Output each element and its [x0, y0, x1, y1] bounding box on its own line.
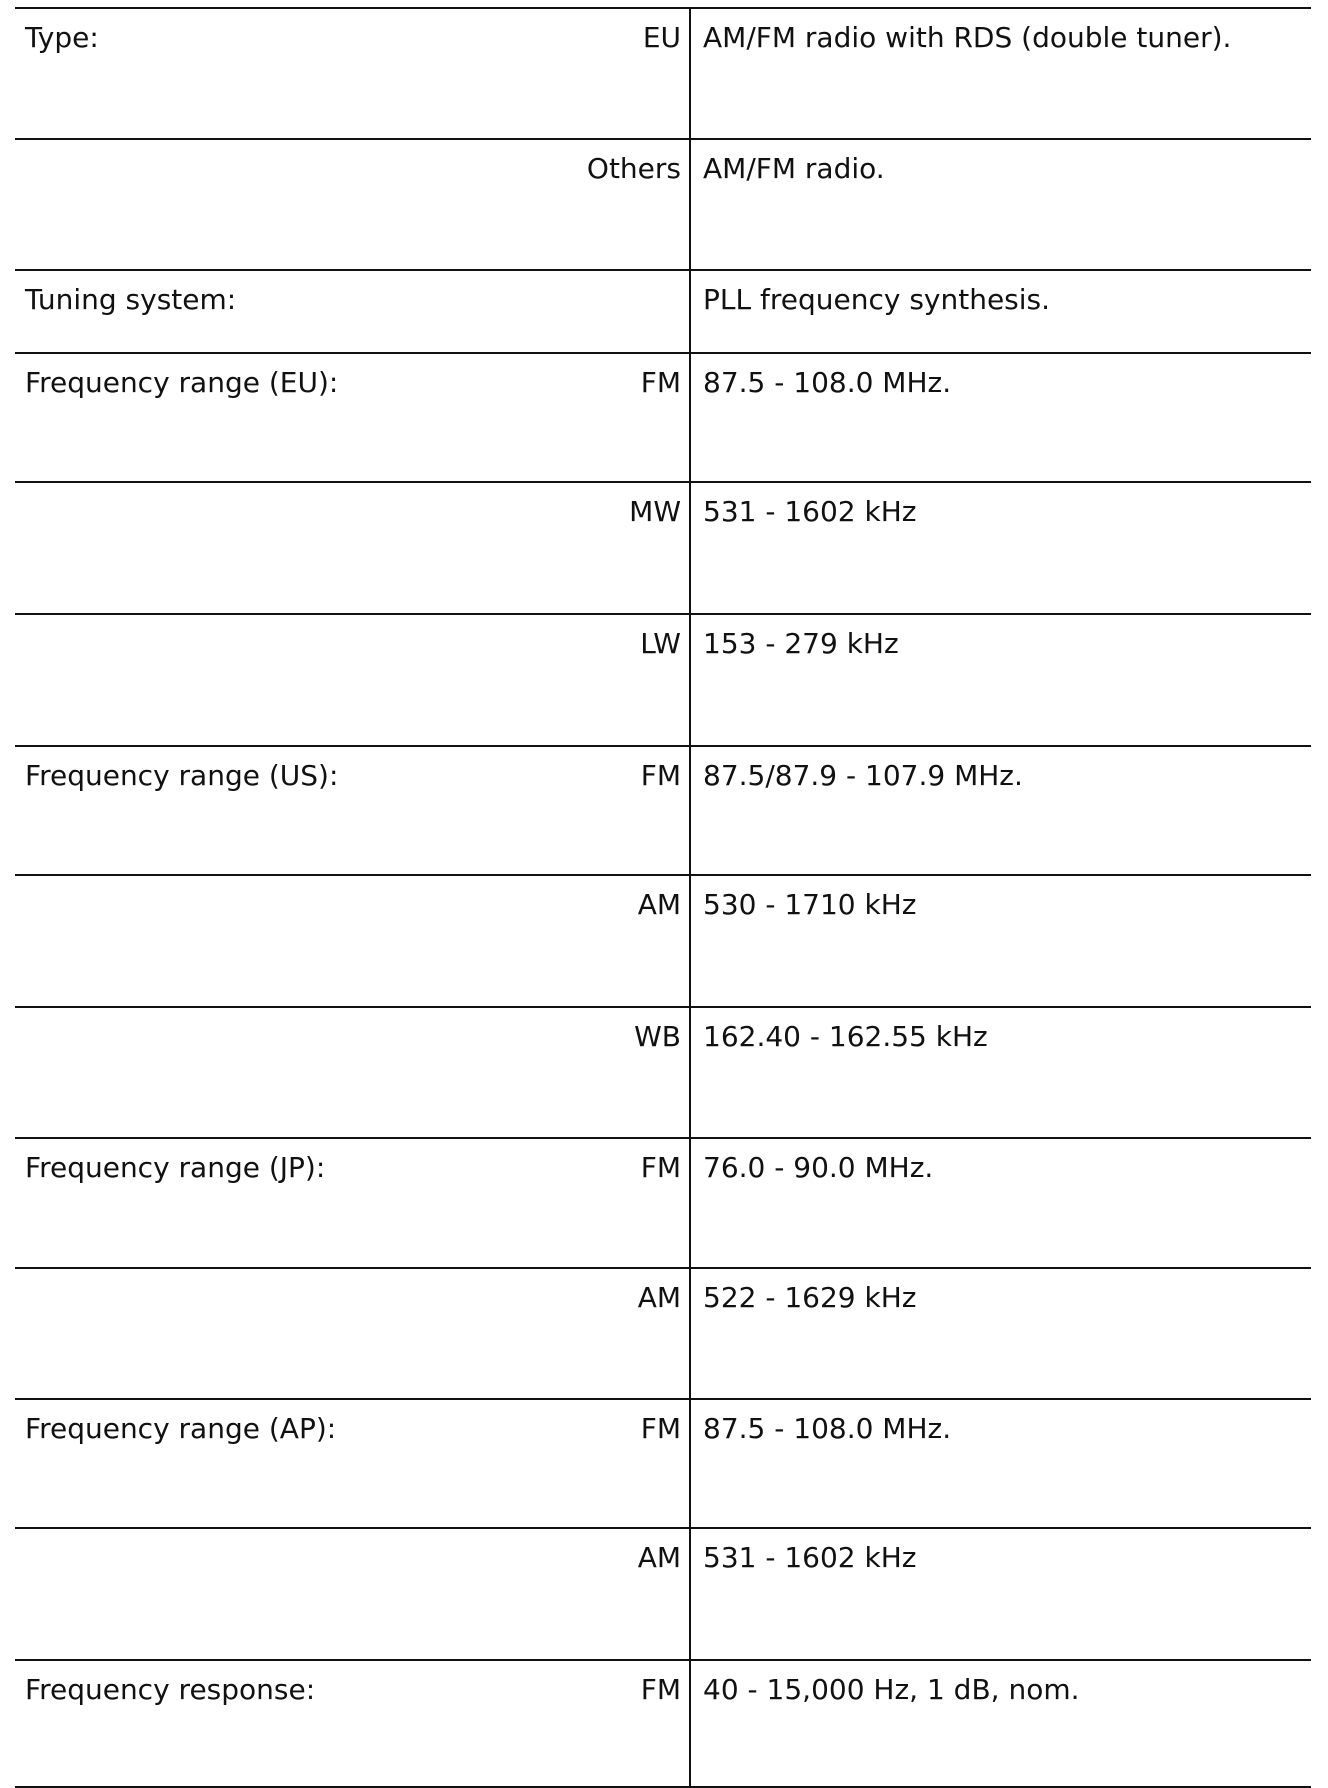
spec-row-us-wb — [15, 1007, 1311, 1138]
spec-sub-label: FM — [395, 1399, 690, 1528]
spec-sub-label: WB — [395, 1007, 690, 1138]
spec-value: PLL frequency synthesis. — [690, 270, 1311, 353]
spec-label — [15, 482, 395, 614]
spec-sub-label: EU — [395, 8, 690, 139]
spec-sub-label: MW — [395, 482, 690, 614]
spec-row-ap-fm — [15, 1399, 1311, 1528]
spec-sub-label — [395, 270, 690, 353]
spec-label: Frequency range (JP): — [15, 1138, 395, 1268]
spec-row-eu-mw — [15, 482, 1311, 614]
spec-value: 162.40 - 162.55 kHz — [690, 1007, 1311, 1138]
spec-value: AM/FM radio with RDS (double tuner). — [690, 8, 1311, 139]
spec-row-us-fm — [15, 746, 1311, 875]
spec-label: Type: — [15, 8, 395, 139]
spec-row-jp-fm — [15, 1138, 1311, 1268]
spec-row-us-am — [15, 875, 1311, 1007]
spec-sub-label: AM — [395, 1528, 690, 1660]
spec-sub-label: AM — [395, 875, 690, 1007]
spec-sub-label: FM — [395, 1660, 690, 1787]
spec-value: 87.5/87.9 - 107.9 MHz. — [690, 746, 1311, 875]
spec-value: 87.5 - 108.0 MHz. — [690, 1399, 1311, 1528]
spec-label: Frequency range (EU): — [15, 353, 395, 482]
spec-value: 531 - 1602 kHz — [690, 1528, 1311, 1660]
spec-row-frequency-response — [15, 1660, 1311, 1787]
spec-value: 76.0 - 90.0 MHz. — [690, 1138, 1311, 1268]
spec-label: Frequency range (AP): — [15, 1399, 395, 1528]
spec-value: 87.5 - 108.0 MHz. — [690, 353, 1311, 482]
spec-row-eu-lw — [15, 614, 1311, 746]
spec-sub-label: Others — [395, 139, 690, 270]
spec-label — [15, 875, 395, 1007]
spec-label — [15, 614, 395, 746]
spec-value: AM/FM radio. — [690, 139, 1311, 270]
spec-value: 153 - 279 kHz — [690, 614, 1311, 746]
spec-label: Frequency range (US): — [15, 746, 395, 875]
spec-row-jp-am — [15, 1268, 1311, 1399]
spec-sub-label: LW — [395, 614, 690, 746]
spec-value: 40 - 15,000 Hz, 1 dB, nom. — [690, 1660, 1311, 1787]
spec-row-type-eu — [15, 8, 1311, 139]
spec-label — [15, 1268, 395, 1399]
spec-row-eu-fm — [15, 353, 1311, 482]
spec-label — [15, 1528, 395, 1660]
spec-value: 522 - 1629 kHz — [690, 1268, 1311, 1399]
spec-row-tuning-system — [15, 270, 1311, 353]
spec-sub-label: AM — [395, 1268, 690, 1399]
spec-value: 531 - 1602 kHz — [690, 482, 1311, 614]
spec-row-type-others — [15, 139, 1311, 270]
spec-label: Frequency response: — [15, 1660, 395, 1787]
spec-row-ap-am — [15, 1528, 1311, 1660]
spec-value: 530 - 1710 kHz — [690, 875, 1311, 1007]
spec-label — [15, 1007, 395, 1138]
spec-sub-label: FM — [395, 353, 690, 482]
spec-table — [15, 7, 1311, 1788]
spec-label — [15, 139, 395, 270]
spec-sub-label: FM — [395, 1138, 690, 1268]
spec-sub-label: FM — [395, 746, 690, 875]
spec-label: Tuning system: — [15, 270, 395, 353]
